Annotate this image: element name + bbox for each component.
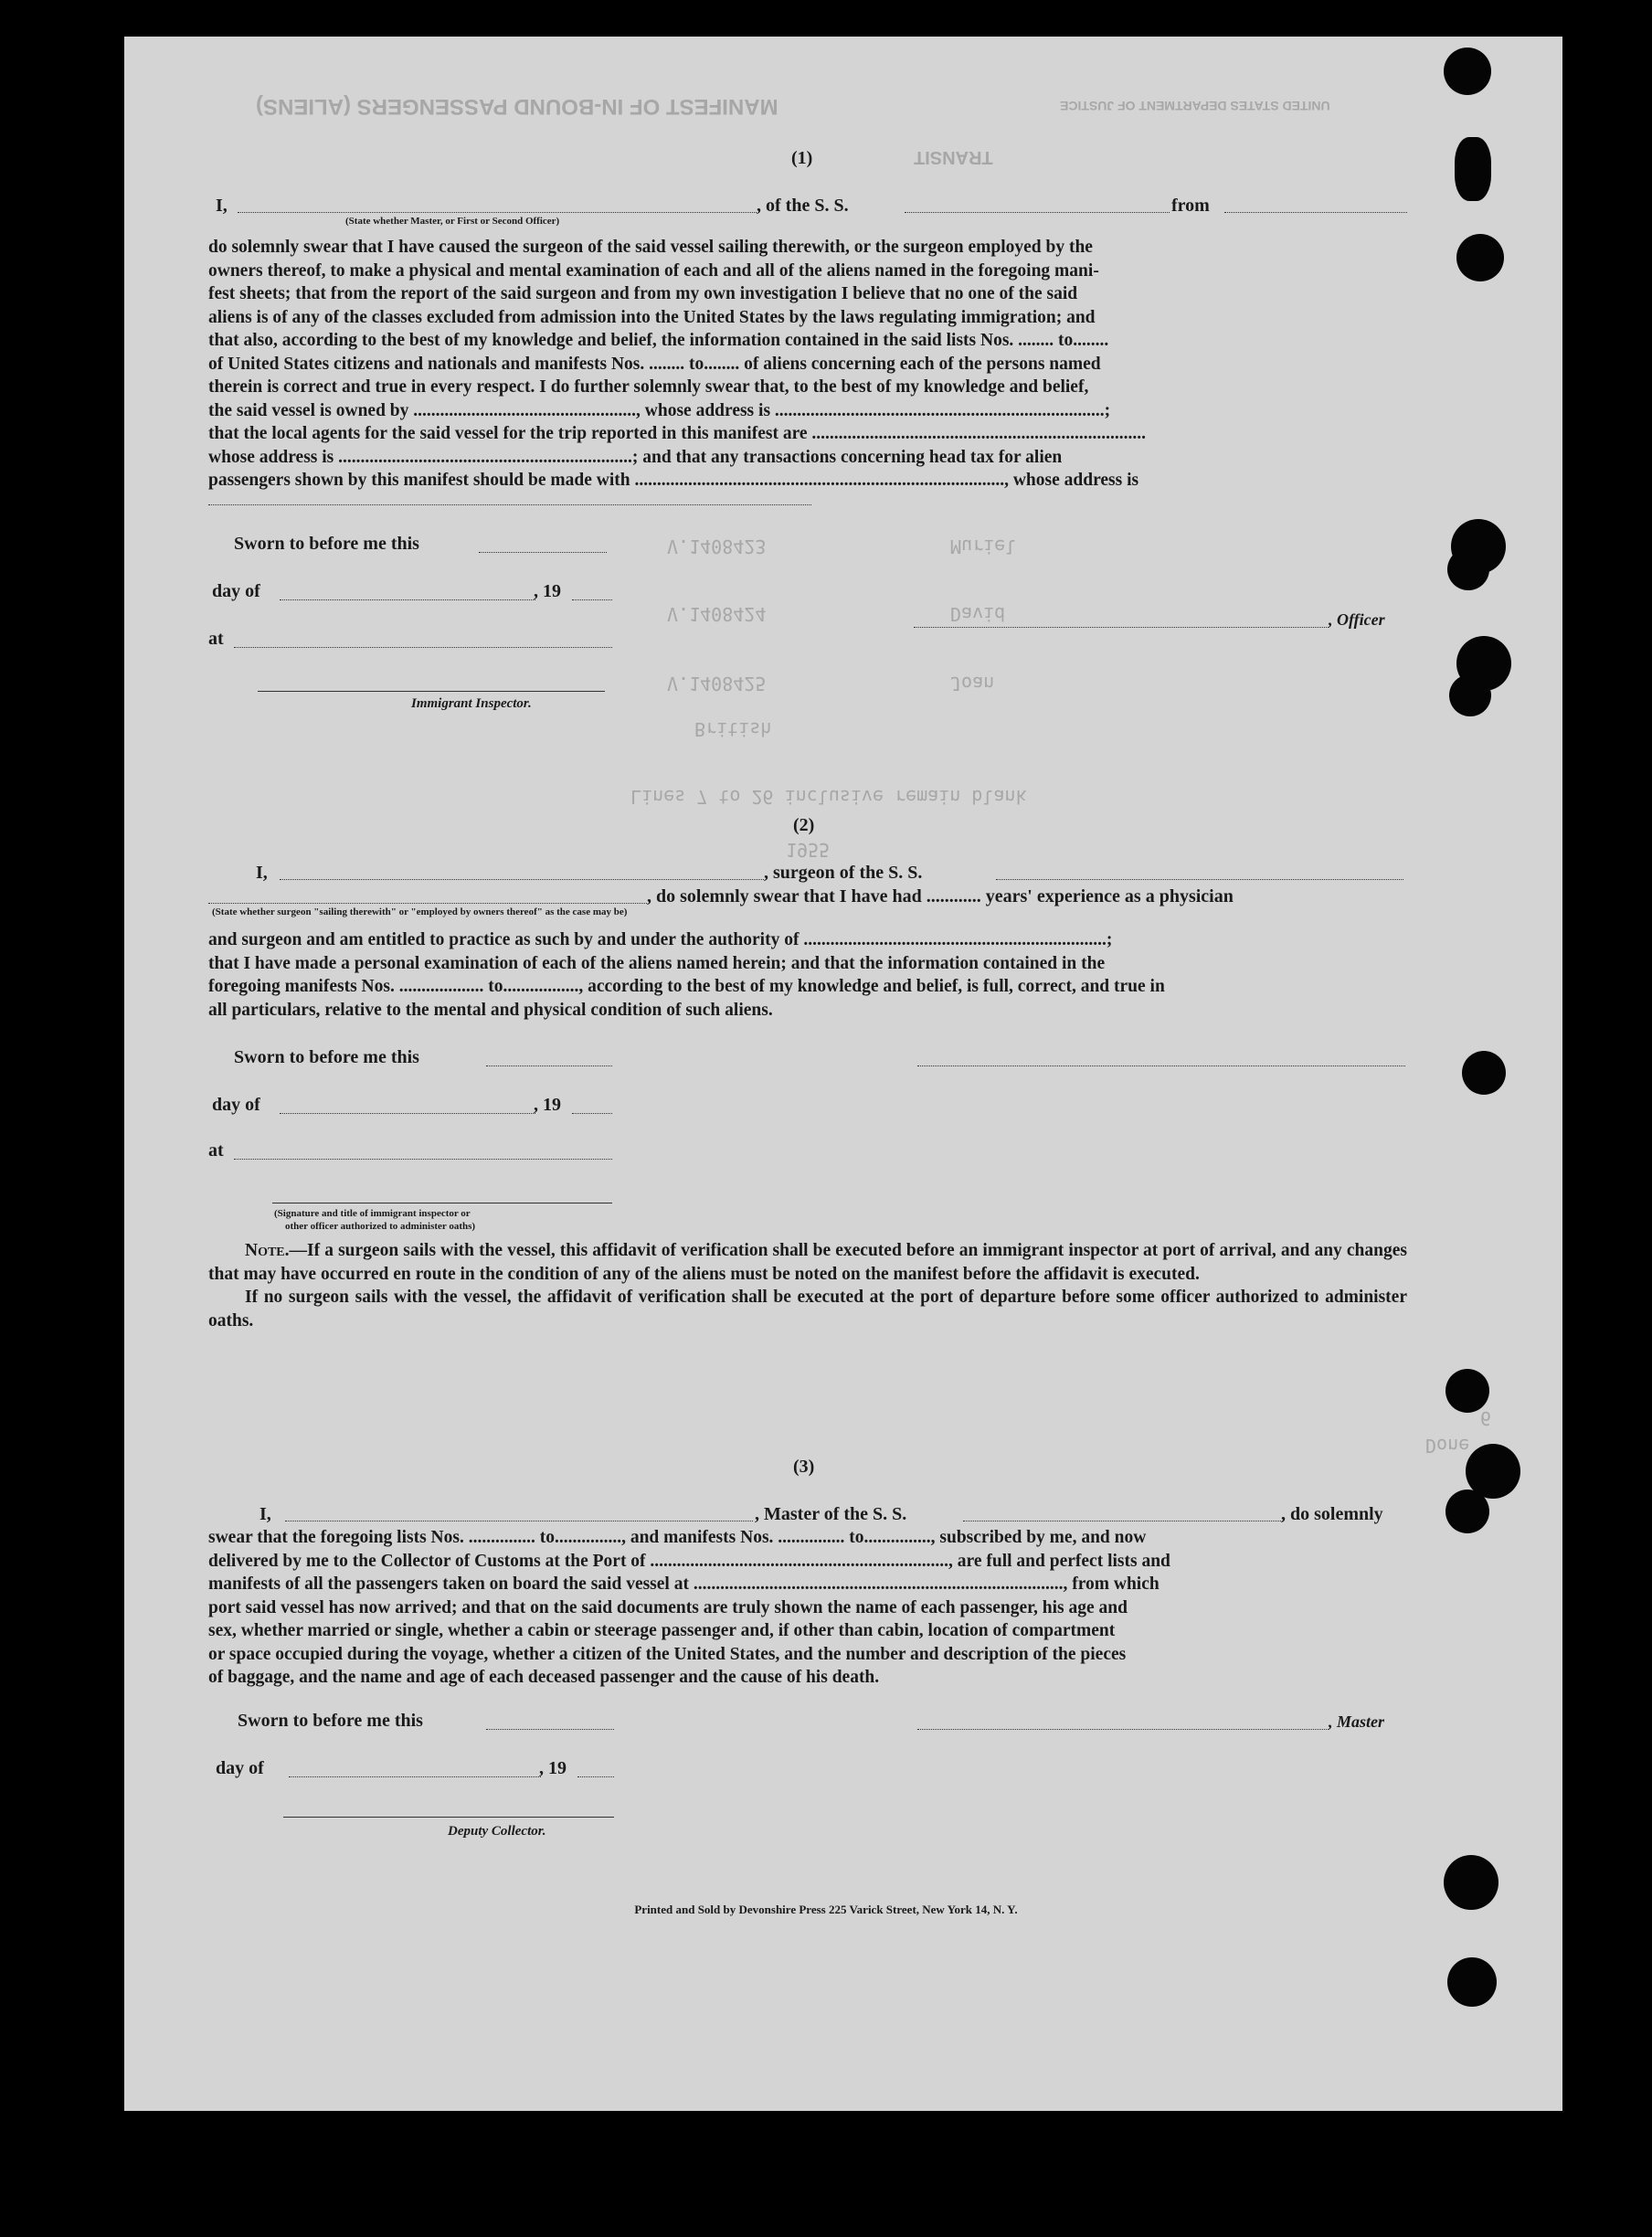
text-line: swear that the foregoing lists Nos. ............... to..............., and manifests Nos. ............... to..............., subscribed by me, and now (208, 1528, 1147, 1547)
note-label: Note. (245, 1241, 290, 1260)
text-line: foregoing manifests Nos. ................... to................., according to the best of my knowledge and belief, is full, correct, and true in (208, 977, 1165, 996)
sworn-label: Sworn to before me this (238, 1711, 423, 1731)
ghost-typed: David (950, 603, 1006, 625)
text-line: passengers shown by this manifest should be made with ..................................................................................., whose address is (208, 471, 1139, 490)
text-line: all particulars, relative to the mental and physical condition of such aliens. (208, 1000, 773, 1020)
text-line: that also, according to the best of my knowledge and belief, the information contained in the said lists Nos. ........ to........ (208, 331, 1109, 350)
surgeon-name-field[interactable] (280, 879, 764, 880)
ghost-note: Lines 7 to 26 inclusive remain blank (630, 786, 1027, 808)
text-line: whose address is ..................................................................; and that any transactions concerning head tax for alien (208, 447, 1063, 467)
collector-signature-line[interactable] (283, 1817, 614, 1818)
punch-hole (1462, 1051, 1506, 1095)
day-of-label: day of (212, 581, 260, 601)
punch-hole (1447, 548, 1489, 590)
experience-line: , do solemnly swear that I have had ............ years' experience as a physician (647, 886, 1234, 906)
intro-i: I, (256, 863, 268, 883)
ghost-header: UNITED STATES DEPARTMENT OF JUSTICE (1060, 99, 1330, 113)
inspector-label: Immigrant Inspector. (411, 696, 532, 711)
section2-paragraph (208, 928, 1407, 1022)
section1-paragraph (208, 236, 1407, 493)
text-line: sex, whether married or single, whether a cabin or steerage passenger and, if other than cabin, location of compartment (208, 1621, 1116, 1640)
section-number: (2) (793, 815, 815, 835)
master-of-label: , Master of the S. S. (755, 1504, 907, 1524)
sworn-day-field[interactable] (479, 552, 607, 553)
text-line: fest sheets; that from the report of the said surgeon and from my own investigation I believe that no one of the said (208, 284, 1078, 303)
year-field[interactable] (577, 1776, 614, 1777)
master-signature-field[interactable] (917, 1729, 1329, 1730)
ghost-typed: British (694, 718, 772, 740)
intro-i: I, (259, 1504, 271, 1524)
ghost-margin-mark: 6 (1480, 1407, 1492, 1429)
surgeon-status-field[interactable] (208, 903, 647, 904)
text-line: delivered by me to the Collector of Customs at the Port of ..................................................................., are full and perfect lists and (208, 1551, 1170, 1571)
sworn-day-field[interactable] (486, 1065, 612, 1066)
ghost-typed: Muriel (950, 535, 1017, 557)
punch-hole (1447, 1957, 1497, 2007)
punch-hole (1455, 137, 1491, 201)
signature-note: (Signature and title of immigrant inspector or (274, 1208, 471, 1219)
ghost-typed: V.1408424 (667, 603, 767, 625)
text-line: therein is correct and true in every respect. I do further solemnly swear that, to the best of my knowledge and belief, (208, 377, 1089, 397)
at-label: at (208, 629, 224, 649)
at-label: at (208, 1140, 224, 1161)
surgeon-signature-field[interactable] (917, 1065, 1405, 1066)
inspector-signature-line[interactable] (258, 691, 605, 692)
day-of-field[interactable] (280, 599, 535, 600)
note-paragraph: If no surgeon sails with the vessel, the affidavit of verification shall be executed at the port of departure before some officer authorized to administer oaths. (208, 1288, 1407, 1331)
officer-label: , Officer (1329, 610, 1385, 629)
ghost-typed: Joan (950, 673, 995, 694)
text-line: aliens is of any of the classes excluded from admission into the United States by the laws regulating immigration; and (208, 307, 1096, 327)
punch-hole (1456, 234, 1504, 281)
printer-footer: Printed and Sold by Devonshire Press 225 Varick Street, New York 14, N. Y. (634, 1903, 1018, 1916)
sworn-day-field[interactable] (486, 1729, 614, 1730)
punch-hole (1449, 674, 1491, 716)
do-solemnly-label: , do solemnly (1281, 1504, 1383, 1524)
day-of-field[interactable] (280, 1113, 535, 1114)
section-number: (3) (793, 1457, 815, 1477)
collector-label: Deputy Collector. (448, 1824, 546, 1839)
master-label: , Master (1329, 1712, 1385, 1731)
surgeon-of-label: , surgeon of the S. S. (764, 863, 923, 883)
text-line: and surgeon and am entitled to practice as such by and under the authority of ....................................................................; (208, 930, 1113, 949)
text-line: owners thereof, to make a physical and mental examination of each and all of the aliens named in the foregoing mani- (208, 260, 1099, 281)
section3-paragraph (208, 1526, 1407, 1690)
year-label: , 19 (534, 581, 561, 601)
sworn-label: Sworn to before me this (234, 1047, 419, 1067)
text-line: of baggage, and the name and age of each deceased passenger and the cause of his death. (208, 1668, 880, 1687)
ghost-typed: V.1408423 (667, 535, 767, 557)
sworn-label: Sworn to before me this (234, 534, 419, 554)
ghost-typed: V.1408425 (667, 673, 767, 694)
ghost-transit: TRANSIT (914, 147, 993, 167)
year-label: , 19 (539, 1758, 567, 1778)
text-line: that the local agents for the said vessel for the trip reported in this manifest are ........................................................................... (208, 424, 1147, 443)
ghost-margin-mark: Done (1425, 1435, 1470, 1457)
from-field[interactable] (1224, 212, 1407, 213)
punch-hole (1444, 48, 1491, 95)
punch-hole (1446, 1369, 1489, 1413)
of-the-ss: , of the S. S. (757, 196, 849, 216)
intro-i: I, (216, 196, 228, 216)
surgeon-note: (State whether surgeon "sailing therewith" or "employed by owners thereof" as the case may be) (212, 906, 628, 917)
text-line: of United States citizens and nationals and manifests Nos. ........ to........ of aliens concerning each of the persons named (208, 354, 1101, 374)
punch-hole (1446, 1490, 1489, 1533)
at-field[interactable] (234, 1159, 612, 1160)
day-of-label: day of (212, 1095, 260, 1115)
day-of-label: day of (216, 1758, 264, 1778)
text-line: that I have made a personal examination of each of the aliens named herein; and that the information contained in the (208, 953, 1106, 973)
at-field[interactable] (234, 647, 612, 648)
note-block (208, 1239, 1407, 1332)
punch-hole (1444, 1855, 1498, 1910)
officer-signature-field[interactable] (914, 627, 1329, 628)
signature-note: other officer authorized to administer oaths) (285, 1221, 476, 1232)
note-paragraph (208, 1239, 1407, 1286)
officer-note: (State whether Master, or First or Second Officer) (345, 216, 560, 227)
text-line: port said vessel has now arrived; and that on the said documents are truly shown the name of each passenger, his age and (208, 1597, 1128, 1617)
note-text: —If a surgeon sails with the vessel, this affidavit of verification shall be executed before an immigrant inspector at port of arrival, and any changes that may have occurred en route in the condition of any of the aliens must be noted on the manifest before the affidavit is executed. (208, 1241, 1407, 1284)
year-label: , 19 (534, 1095, 561, 1115)
from-label: from (1171, 196, 1210, 216)
day-of-field[interactable] (289, 1776, 541, 1777)
text-line: do solemnly swear that I have caused the surgeon of the said vessel sailing therewith, or the surgeon employed by the (208, 238, 1093, 257)
ship-name-field[interactable] (996, 879, 1403, 880)
ship-name-field[interactable] (905, 212, 1170, 213)
section-number: (1) (791, 148, 813, 168)
text-line: manifests of all the passengers taken on board the said vessel at ..................................................................................., from which (208, 1574, 1160, 1594)
officer-field[interactable] (238, 212, 757, 213)
text-line: or space occupied during the voyage, whether a citizen of the United States, and the number and description of the pieces (208, 1644, 1127, 1664)
text-line: the said vessel is owned by .................................................., whose address is ..........................................................................; (208, 400, 1111, 420)
ghost-header: MANIFEST OF IN-BOUND PASSENGERS (ALIENS) (256, 94, 778, 119)
continuation-field[interactable] (208, 504, 811, 505)
year-field[interactable] (572, 599, 612, 600)
ghost-year: 1955 (786, 839, 831, 861)
year-field[interactable] (572, 1113, 612, 1114)
